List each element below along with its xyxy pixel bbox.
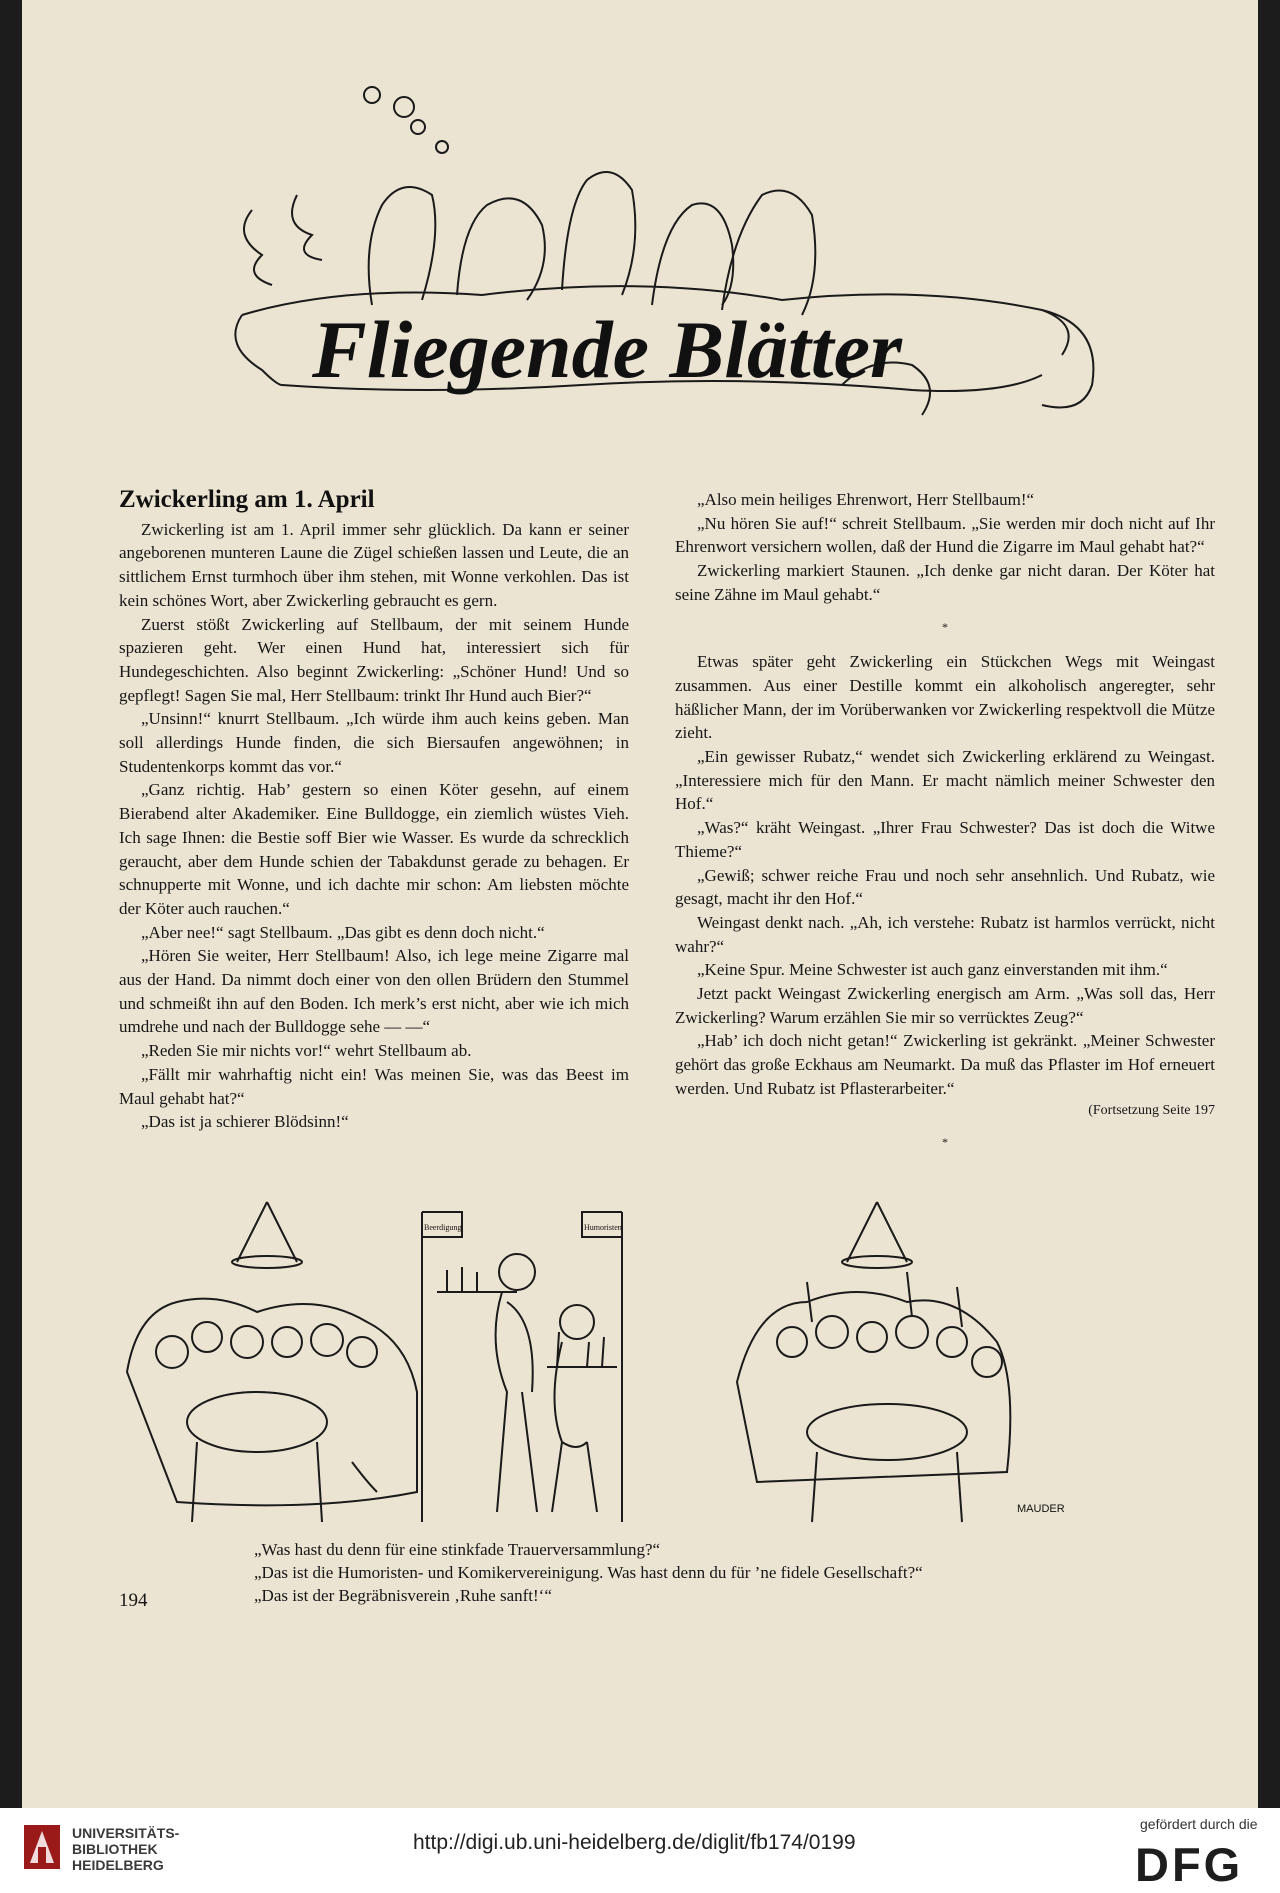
caption-line: „Das ist die Humoristen- und Komikervereinigung. Was hast denn du für ’ne fidele Gesellschaft?“ xyxy=(254,1563,923,1582)
library-name-line: BIBLIOTHEK xyxy=(72,1841,158,1857)
paragraph: „Was?“ kräht Weingast. „Ihrer Frau Schwester? Das ist doch die Witwe Thieme?“ xyxy=(675,818,1215,861)
paragraph: Etwas später geht Zwickerling ein Stückchen Wegs mit Weingast zusammen. Aus einer Destille kommt ein alkoholisch angeregter, sehr häßlicher Mann, der im Vorüberwanken vor Zwickerling respektvoll die Mütze zieht. xyxy=(675,652,1215,743)
paragraph: „Unsinn!“ knurrt Stellbaum. „Ich würde ihm auch keins geben. Man soll allerdings Hunde finden, die sich Biersaufen angewöhnen; in Studentenkorps kommt das vor.“ xyxy=(119,709,629,776)
dfg-logo: DFG xyxy=(1135,1838,1244,1891)
library-name xyxy=(72,1825,179,1873)
paragraph: „Reden Sie mir nichts vor!“ wehrt Stellbaum ab. xyxy=(141,1041,472,1061)
caption-line: „Das ist der Begräbnisverein ‚Ruhe sanft!‘“ xyxy=(254,1586,552,1605)
continuation-note: (Fortsetzung Seite 197 xyxy=(1088,1102,1215,1118)
paragraph: „Nu hören Sie auf!“ schreit Stellbaum. „Sie werden mir doch nicht auf Ihr Ehrenwort versichern wollen, daß der Hund die Zigarre im Maul gehabt hat?“ xyxy=(675,513,1215,557)
source-url-link[interactable]: http://digi.ub.uni-heidelberg.de/diglit/fb174/0199 xyxy=(413,1831,856,1854)
paragraph: „Hab’ ich doch nicht getan!“ Zwickerling ist gekränkt. „Meiner Schwester gehört das große Eckhaus am Neumarkt. Da muß das Pflaster im Hof erneuert werden. Und Rubatz ist Pflasterarbeiter.“ xyxy=(675,1031,1215,1098)
paragraph: Weingast denkt nach. „Ah, ich verstehe: Rubatz ist harmlos verrückt, nicht wahr?“ xyxy=(675,912,1215,956)
cartoon-caption xyxy=(254,1538,1154,1607)
caption-line: „Was hast du denn für eine stinkfade Trauerversammlung?“ xyxy=(254,1540,661,1559)
paragraph: „Also mein heiliges Ehrenwort, Herr Stellbaum!“ xyxy=(697,490,1035,509)
paragraph: „Fällt mir wahrhaftig nicht ein! Was meinen Sie, was das Beest im Maul gehabt hat?“ xyxy=(119,1064,629,1108)
paragraph: „Gewiß; schwer reiche Frau und noch sehr ansehnlich. Und Rubatz, wie gesagt, macht ihr den Hof.“ xyxy=(675,865,1215,909)
university-seal-icon xyxy=(22,1823,62,1871)
masthead-illustration xyxy=(222,85,1122,485)
section-divider: * xyxy=(942,619,948,634)
paragraph: „Ein gewisser Rubatz,“ wendet sich Zwickerling erklärend zu Weingast. „Interessiere mich für den Mann. Er macht nämlich meiner Schwester den Hof.“ xyxy=(675,747,1215,814)
paragraph: „Keine Spur. Meine Schwester ist auch ganz einverstanden mit ihm.“ xyxy=(697,960,1168,980)
paragraph: „Hören Sie weiter, Herr Stellbaum! Also, ich lege meine Zigarre mal aus der Hand. Da nimmt doch einer von den ollen Brüdern den Stummel und schmeißt ihn auf den Boden. Ich merk’s erst nicht, aber wie ich mich umdrehe und nach der Bulldogge sehe — —“ xyxy=(119,946,629,1037)
paragraph: „Das ist ja schierer Blödsinn!“ xyxy=(141,1112,349,1132)
article-left-column xyxy=(119,488,629,1134)
library-name-line: HEIDELBERG xyxy=(72,1857,164,1873)
article-right-column xyxy=(675,488,1215,1166)
masthead-title: Fliegende Blätter xyxy=(312,304,902,395)
funding-label: gefördert durch die xyxy=(1140,1816,1258,1832)
page-number: 194 xyxy=(119,1590,148,1611)
section-divider: * xyxy=(942,1135,948,1150)
article-title: Zwickerling am 1. April xyxy=(119,486,375,513)
paragraph: „Ganz richtig. Hab’ gestern so einen Köter gesehn, auf einem Bierabend alter Akademiker. Eine Bulldogge, ein ziemlich wüstes Vieh. Ich sage Ihnen: die Bestie soff Bier wie Wasser. Es wurde da schrecklich geraucht, aber dem Hunde schien der Tabakdunst gerade zu behagen. Er schnupperte mit Wonne, und ich dachte mir schon: Am liebsten möchte der Köter auch rauchen.“ xyxy=(119,780,629,918)
sign-right: Humoristen xyxy=(584,1223,622,1232)
footer-bar xyxy=(0,1808,1280,1893)
paragraph: „Aber nee!“ sagt Stellbaum. „Das gibt es denn doch nicht.“ xyxy=(141,922,545,942)
sign-left: Beerdigung xyxy=(424,1223,462,1232)
paragraph: Zwickerling ist am 1. April immer sehr glücklich. Da kann er seiner angeborenen munteren Laune die Zügel schießen lassen und Leute, die an sittlichem Ernst turmhoch über ihm stehen, mit Wonne verkohlen. Das ist kein schönes Wort, aber Zwickerling gebraucht es gern. xyxy=(119,519,629,610)
cartoon-illustration xyxy=(117,1192,1217,1537)
magazine-page xyxy=(22,0,1258,1808)
artist-signature: MAUDER xyxy=(1017,1503,1065,1515)
library-name-line: UNIVERSITÄTS- xyxy=(72,1825,180,1841)
paragraph: Zuerst stößt Zwickerling auf Stellbaum, der mit seinem Hunde spazieren geht. Wer einen Hund hat, interessiert sich für Hundegeschichten. Also beginnt Zwickerling: „Schöner Hund! Und so gepflegt! Sagen Sie mal, Herr Stellbaum: trinkt Ihr Hund auch Bier?“ xyxy=(119,614,629,705)
paragraph: Zwickerling markiert Staunen. „Ich denke gar nicht daran. Der Köter hat seine Zähne im Maul gehabt.“ xyxy=(675,561,1215,604)
paragraph: Jetzt packt Weingast Zwickerling energisch am Arm. „Was soll das, Herr Zwickerling? Warum erzählen Sie mir so verrücktes Zeug?“ xyxy=(675,984,1215,1027)
